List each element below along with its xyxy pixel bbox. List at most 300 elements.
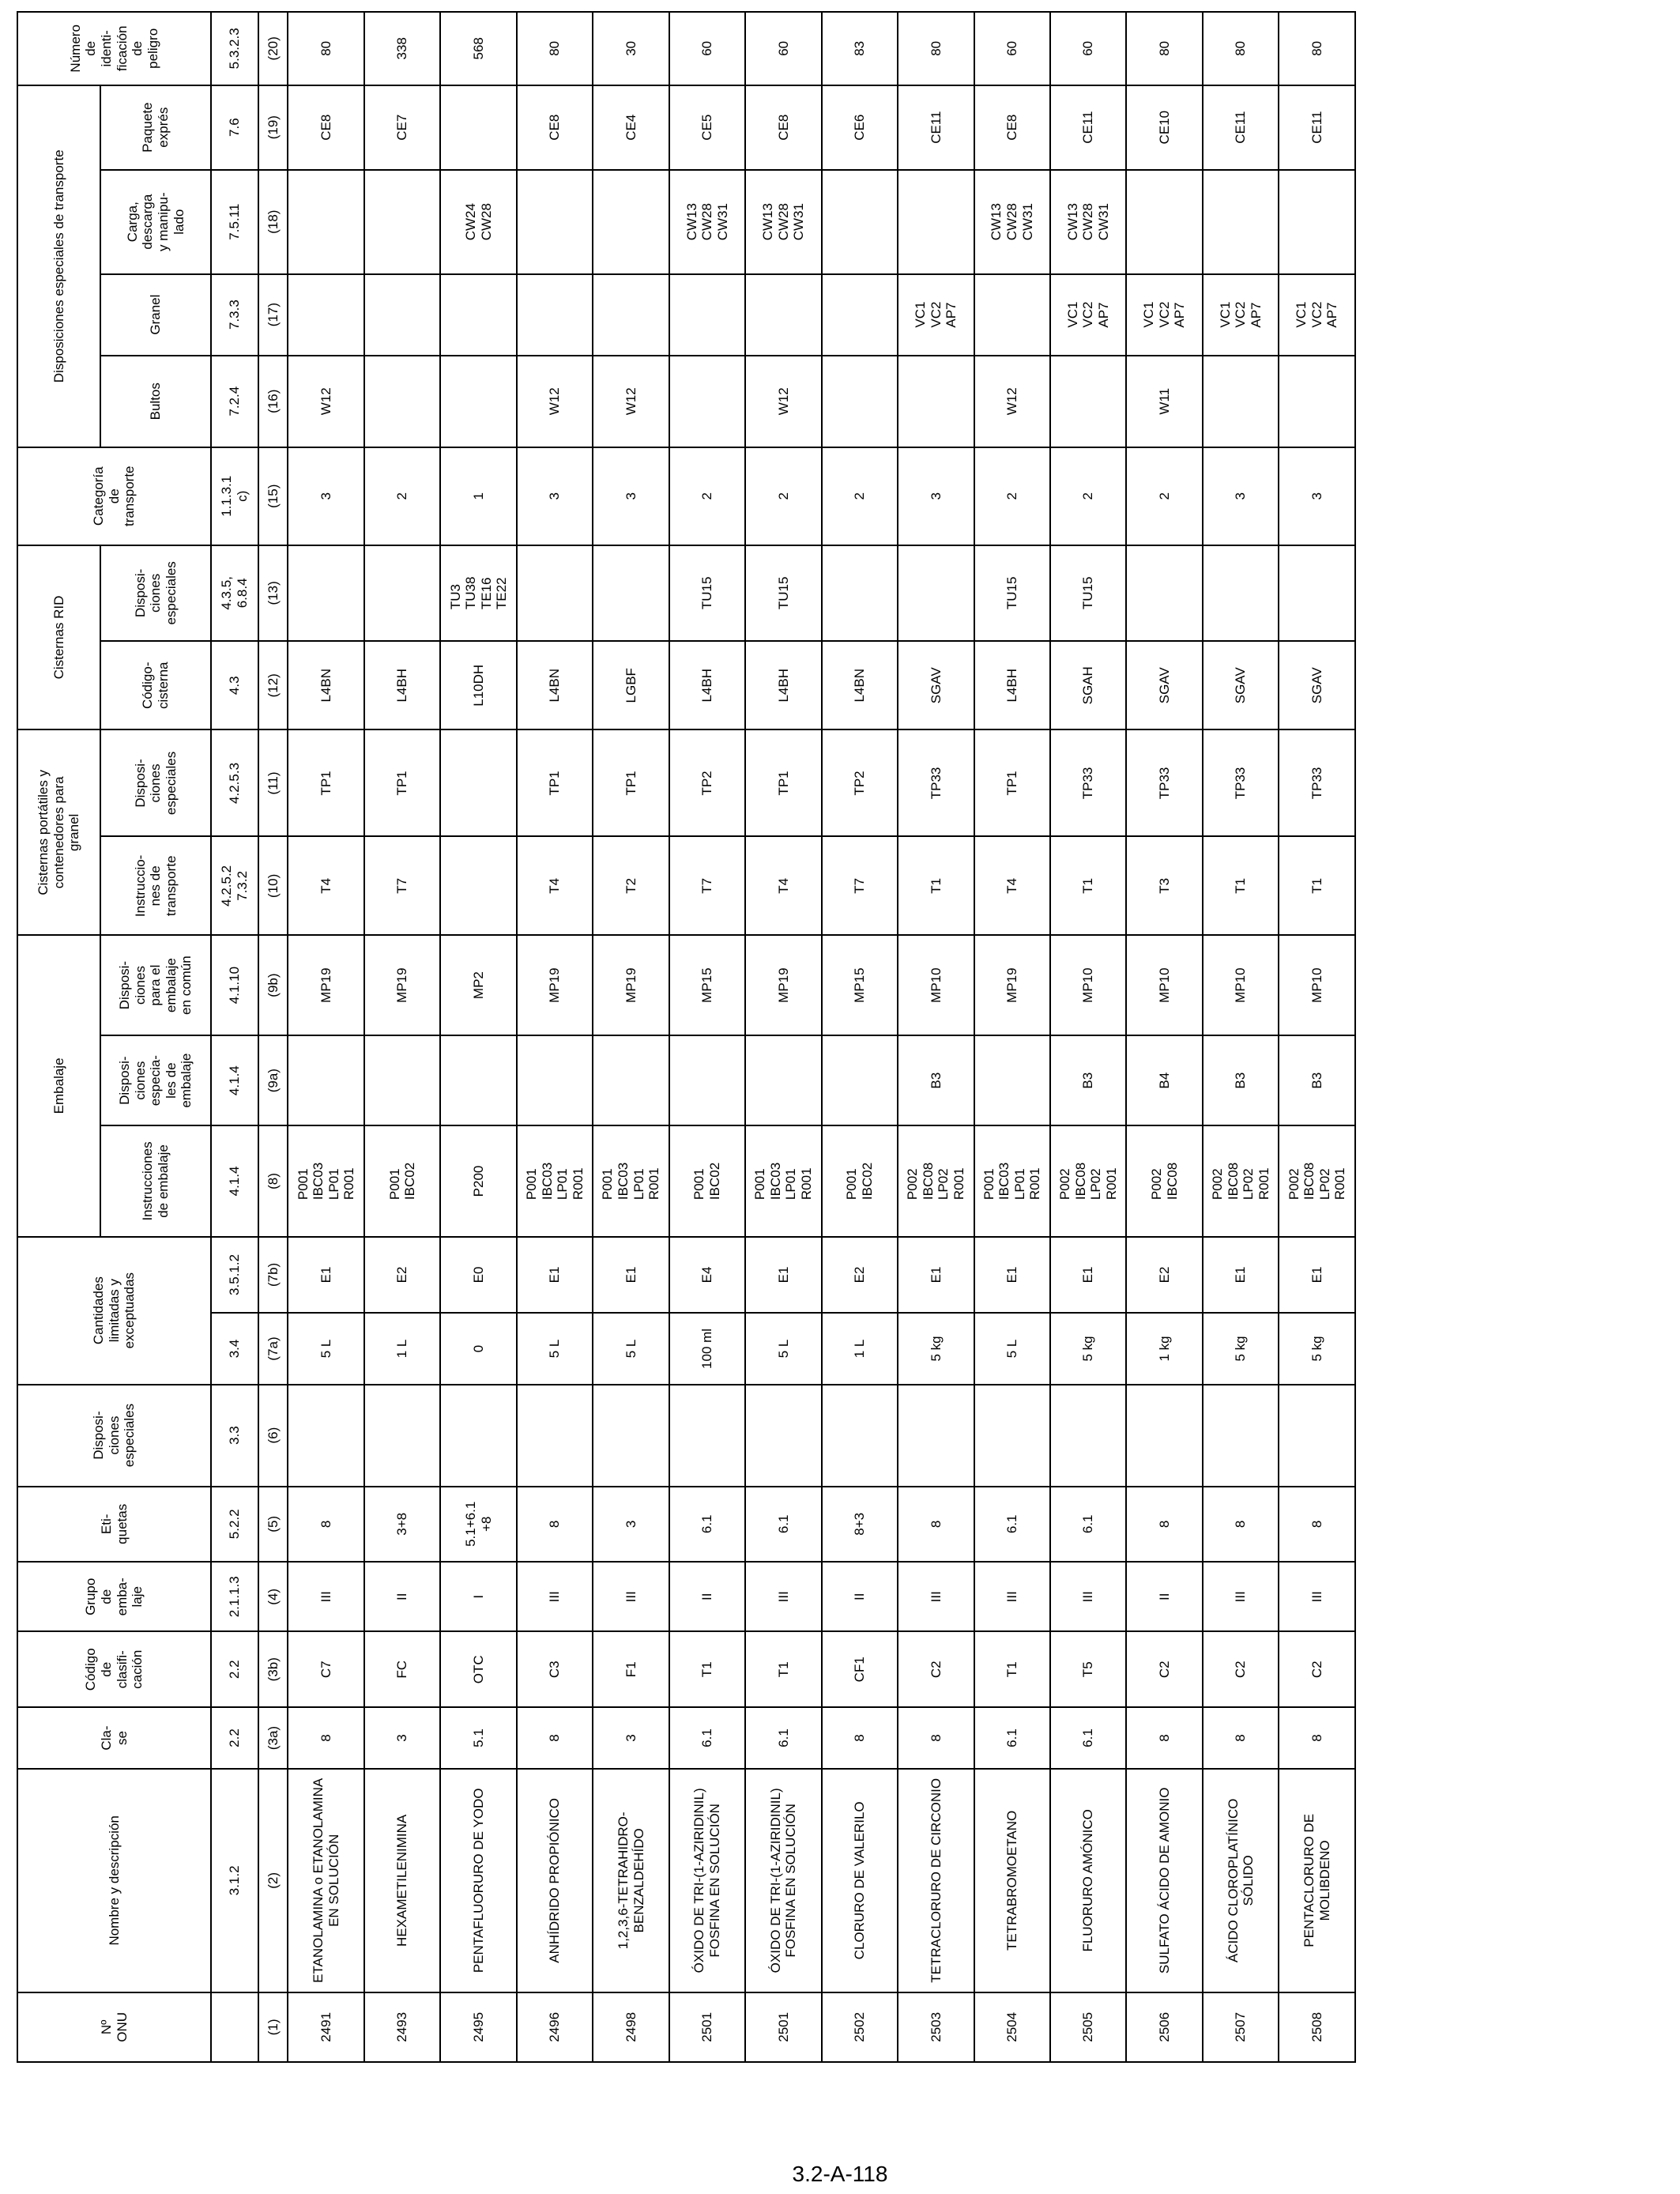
express-parcel-cell: CE6 <box>822 85 898 170</box>
labels-cell: 6.1 <box>1050 1487 1126 1563</box>
un-number-cell: 2508 <box>1279 1992 1355 2062</box>
hazard-id-number-cell: 83 <box>822 12 898 85</box>
classification-code-cell: C2 <box>898 1631 974 1707</box>
header-un-no: Nº ONU <box>17 1992 211 2062</box>
transport-category-cell: 1 <box>440 447 516 545</box>
labels-cell: 6.1 <box>669 1487 745 1563</box>
hazard-id-number-cell: 60 <box>669 12 745 85</box>
express-parcel-cell: CE4 <box>593 85 669 170</box>
header-portable-tanks: Cisternas portátiles y contenedores para granel <box>17 729 100 935</box>
table-row <box>288 12 363 2062</box>
special-packing-provisions-cell <box>364 1035 440 1125</box>
hazard-id-number-cell: 80 <box>1279 12 1355 85</box>
mixed-packing-provisions-cell: MP19 <box>593 935 669 1035</box>
limited-quantity-cell: 5 kg <box>898 1313 974 1384</box>
special-provisions-cell <box>822 1385 898 1487</box>
classification-code-cell: C3 <box>517 1631 593 1707</box>
special-provisions-cell <box>1126 1385 1202 1487</box>
class-cell: 6.1 <box>745 1707 821 1769</box>
header-rid-tanks: Cisternas RID <box>17 545 100 730</box>
transport-category-cell: 2 <box>974 447 1050 545</box>
table-row <box>745 12 821 2062</box>
header-tank-instructions: Instruccio- nes de transporte <box>100 837 211 936</box>
column-number-cell: (3a) <box>258 1707 288 1769</box>
reference-cell: 3.4 <box>211 1313 258 1384</box>
mixed-packing-provisions-cell: MP10 <box>1126 935 1202 1035</box>
mixed-packing-provisions-cell: MP10 <box>1050 935 1126 1035</box>
classification-code-cell: C2 <box>1279 1631 1355 1707</box>
limited-quantity-cell: 5 L <box>517 1313 593 1384</box>
mixed-packing-provisions-cell: MP19 <box>974 935 1050 1035</box>
packing-instructions-cell: P001 IBC03 LP01 R001 <box>974 1125 1050 1236</box>
class-cell: 3 <box>364 1707 440 1769</box>
rid-special-provisions-cell <box>1279 545 1355 642</box>
limited-quantity-cell: 5 kg <box>1203 1313 1279 1384</box>
reference-cell: 4.2.5.2 7.3.2 <box>211 837 258 936</box>
labels-cell: 3 <box>593 1487 669 1563</box>
hazard-id-number-cell: 80 <box>1126 12 1202 85</box>
packing-group-cell: II <box>669 1562 745 1631</box>
special-packing-provisions-cell <box>440 1035 516 1125</box>
limited-quantity-cell: 5 L <box>288 1313 363 1384</box>
packing-instructions-cell: P001 IBC03 LP01 R001 <box>593 1125 669 1236</box>
packing-group-cell: II <box>822 1562 898 1631</box>
reference-cell: 2.2 <box>211 1707 258 1769</box>
reference-cell: 2.1.1.3 <box>211 1562 258 1631</box>
column-number-cell: (12) <box>258 641 288 729</box>
mixed-packing-provisions-cell: MP19 <box>288 935 363 1035</box>
limited-quantity-cell: 5 L <box>745 1313 821 1384</box>
bulk-provisions-cell: VC1 VC2 AP7 <box>1279 274 1355 356</box>
header-hazard-id: Número de identi- ficación de peligro <box>17 12 211 85</box>
excepted-quantity-cell: E0 <box>440 1237 516 1314</box>
labels-cell: 8 <box>288 1487 363 1563</box>
packing-instructions-cell: P001 IBC02 <box>364 1125 440 1236</box>
special-packing-provisions-cell: B3 <box>898 1035 974 1125</box>
column-number-cell: (9a) <box>258 1035 288 1125</box>
tank-instructions-cell: T3 <box>1126 837 1202 936</box>
class-cell: 6.1 <box>1050 1707 1126 1769</box>
special-packing-provisions-cell <box>822 1035 898 1125</box>
bulk-provisions-cell <box>669 274 745 356</box>
table-row <box>364 12 440 2062</box>
tank-special-provisions-cell: TP33 <box>1279 729 1355 836</box>
transport-category-cell: 2 <box>822 447 898 545</box>
packing-instructions-cell: P200 <box>440 1125 516 1236</box>
rid-special-provisions-cell <box>1126 545 1202 642</box>
hazard-id-number-cell: 80 <box>898 12 974 85</box>
tank-special-provisions-cell: TP1 <box>364 729 440 836</box>
rid-special-provisions-cell: TU15 <box>1050 545 1126 642</box>
labels-cell: 6.1 <box>974 1487 1050 1563</box>
mixed-packing-provisions-cell: MP19 <box>745 935 821 1035</box>
express-parcel-cell: CE7 <box>364 85 440 170</box>
transport-category-cell: 3 <box>1279 447 1355 545</box>
column-number-cell: (1) <box>258 1992 288 2062</box>
packing-instructions-cell: P001 IBC02 <box>669 1125 745 1236</box>
mixed-packing-provisions-cell: MP19 <box>517 935 593 1035</box>
labels-cell: 5.1+6.1 +8 <box>440 1487 516 1563</box>
tank-special-provisions-cell: TP1 <box>593 729 669 836</box>
express-parcel-cell: CE8 <box>974 85 1050 170</box>
class-cell: 8 <box>822 1707 898 1769</box>
classification-code-cell: FC <box>364 1631 440 1707</box>
excepted-quantity-cell: E1 <box>1050 1237 1126 1314</box>
header-packaging: Embalaje <box>17 935 100 1236</box>
tank-code-cell: SGAV <box>1279 641 1355 729</box>
packing-instructions-cell: P001 IBC02 <box>822 1125 898 1236</box>
packing-group-cell: III <box>974 1562 1050 1631</box>
header-classification-code: Código de clasifi- cación <box>17 1631 211 1707</box>
hazard-id-number-cell: 60 <box>974 12 1050 85</box>
class-cell: 8 <box>517 1707 593 1769</box>
limited-quantity-cell: 5 L <box>974 1313 1050 1384</box>
loading-provisions-cell: CW13 CW28 CW31 <box>745 170 821 274</box>
packing-group-cell: III <box>593 1562 669 1631</box>
transport-category-cell: 3 <box>898 447 974 545</box>
express-parcel-cell: CE11 <box>1279 85 1355 170</box>
class-cell: 5.1 <box>440 1707 516 1769</box>
column-number-cell: (15) <box>258 447 288 545</box>
excepted-quantity-cell: E1 <box>288 1237 363 1314</box>
reference-cell: 4.3.5, 6.8.4 <box>211 545 258 642</box>
column-number-cell: (10) <box>258 837 288 936</box>
header-rid-special-provisions: Disposi- ciones especiales <box>100 545 211 642</box>
packages-provisions-cell: W12 <box>517 356 593 447</box>
substance-name-cell: ÓXIDO DE TRI-(1-AZIRIDINIL) FOSFINA EN SOLUCIÓN <box>745 1769 821 1992</box>
loading-provisions-cell: CW24 CW28 <box>440 170 516 274</box>
header-tank-special-provisions: Disposi- ciones especiales <box>100 729 211 836</box>
table-row <box>593 12 669 2062</box>
tank-instructions-cell: T4 <box>288 837 363 936</box>
packages-provisions-cell <box>1203 356 1279 447</box>
labels-cell: 8 <box>898 1487 974 1563</box>
table-row <box>1279 12 1355 2062</box>
column-number-cell: (6) <box>258 1385 288 1487</box>
reference-cell: 4.1.10 <box>211 935 258 1035</box>
excepted-quantity-cell: E1 <box>745 1237 821 1314</box>
reference-cell: 4.1.4 <box>211 1125 258 1236</box>
column-number-cell: (13) <box>258 545 288 642</box>
column-number-cell: (7a) <box>258 1313 288 1384</box>
mixed-packing-provisions-cell: MP15 <box>822 935 898 1035</box>
header-special-packing: Disposi- ciones especia- les de embalaje <box>100 1035 211 1125</box>
substance-name-cell: PENTACLORURO DE MOLIBDENO <box>1279 1769 1355 1992</box>
mixed-packing-provisions-cell: MP2 <box>440 935 516 1035</box>
tank-code-cell: L4BH <box>745 641 821 729</box>
substance-name-cell: CLORURO DE VALERILO <box>822 1769 898 1992</box>
loading-provisions-cell: CW13 CW28 CW31 <box>1050 170 1126 274</box>
column-number-cell: (20) <box>258 12 288 85</box>
special-packing-provisions-cell <box>745 1035 821 1125</box>
mixed-packing-provisions-cell: MP10 <box>1203 935 1279 1035</box>
packing-group-cell: III <box>898 1562 974 1631</box>
rid-special-provisions-cell <box>517 545 593 642</box>
special-provisions-cell <box>669 1385 745 1487</box>
reference-cell: 3.5.1.2 <box>211 1237 258 1314</box>
labels-cell: 6.1 <box>745 1487 821 1563</box>
column-number-cell: (11) <box>258 729 288 836</box>
rid-special-provisions-cell <box>288 545 363 642</box>
hazard-id-number-cell: 30 <box>593 12 669 85</box>
packages-provisions-cell: W12 <box>974 356 1050 447</box>
packing-instructions-cell: P001 IBC03 LP01 R001 <box>517 1125 593 1236</box>
reference-cell: 2.2 <box>211 1631 258 1707</box>
special-packing-provisions-cell: B3 <box>1050 1035 1126 1125</box>
special-packing-provisions-cell: B3 <box>1203 1035 1279 1125</box>
tank-code-cell: L4BH <box>669 641 745 729</box>
tank-special-provisions-cell: TP2 <box>669 729 745 836</box>
special-provisions-cell <box>1050 1385 1126 1487</box>
loading-provisions-cell <box>1203 170 1279 274</box>
packing-instructions-cell: P002 IBC08 LP02 R001 <box>1279 1125 1355 1236</box>
loading-provisions-cell <box>517 170 593 274</box>
un-number-cell: 2498 <box>593 1992 669 2062</box>
packing-instructions-cell: P002 IBC08 <box>1126 1125 1202 1236</box>
class-cell: 3 <box>593 1707 669 1769</box>
un-number-cell: 2507 <box>1203 1992 1279 2062</box>
hazard-id-number-cell: 568 <box>440 12 516 85</box>
header-transport-category: Categoría de transporte <box>17 447 211 545</box>
tank-special-provisions-cell: TP1 <box>517 729 593 836</box>
packages-provisions-cell: W11 <box>1126 356 1202 447</box>
transport-category-cell: 2 <box>1126 447 1202 545</box>
class-cell: 8 <box>288 1707 363 1769</box>
packing-instructions-cell: P001 IBC03 LP01 R001 <box>745 1125 821 1236</box>
classification-code-cell: OTC <box>440 1631 516 1707</box>
tank-special-provisions-cell: TP33 <box>1126 729 1202 836</box>
express-parcel-cell: CE10 <box>1126 85 1202 170</box>
header-express: Paquete exprés <box>100 85 211 170</box>
tank-special-provisions-cell: TP33 <box>1050 729 1126 836</box>
header-class: Cla- se <box>17 1707 211 1769</box>
un-number-cell: 2503 <box>898 1992 974 2062</box>
limited-quantity-cell: 5 L <box>593 1313 669 1384</box>
class-cell: 8 <box>898 1707 974 1769</box>
classification-code-cell: C2 <box>1203 1631 1279 1707</box>
packing-group-cell: III <box>517 1562 593 1631</box>
header-loading: Carga, descarga y manipu- lado <box>100 170 211 274</box>
loading-provisions-cell: CW13 CW28 CW31 <box>974 170 1050 274</box>
classification-code-cell: T1 <box>745 1631 821 1707</box>
tank-special-provisions-cell: TP1 <box>745 729 821 836</box>
labels-cell: 8+3 <box>822 1487 898 1563</box>
class-cell: 8 <box>1203 1707 1279 1769</box>
header-limited-quantities: Cantidades limitadas y exceptuadas <box>17 1237 211 1385</box>
reference-cell: 5.2.2 <box>211 1487 258 1563</box>
labels-cell: 3+8 <box>364 1487 440 1563</box>
substance-name-cell: 1,2,3,6-TETRAHIDRO-BENZALDEHÍDO <box>593 1769 669 1992</box>
un-number-cell: 2502 <box>822 1992 898 2062</box>
transport-category-cell: 3 <box>1203 447 1279 545</box>
column-number-cell: (4) <box>258 1562 288 1631</box>
special-provisions-cell <box>898 1385 974 1487</box>
un-number-cell: 2493 <box>364 1992 440 2062</box>
packing-group-cell: III <box>1203 1562 1279 1631</box>
reference-cell: 5.3.2.3 <box>211 12 258 85</box>
bulk-provisions-cell: VC1 VC2 AP7 <box>1126 274 1202 356</box>
rid-special-provisions-cell <box>822 545 898 642</box>
special-provisions-cell <box>1279 1385 1355 1487</box>
tank-special-provisions-cell: TP33 <box>898 729 974 836</box>
excepted-quantity-cell: E1 <box>517 1237 593 1314</box>
tank-instructions-cell: T1 <box>898 837 974 936</box>
excepted-quantity-cell: E2 <box>1126 1237 1202 1314</box>
hazard-id-number-cell: 80 <box>1203 12 1279 85</box>
classification-code-cell: T1 <box>669 1631 745 1707</box>
rid-special-provisions-cell: TU3 TU38 TE16 TE22 <box>440 545 516 642</box>
table-row <box>822 12 898 2062</box>
packages-provisions-cell <box>1050 356 1126 447</box>
tank-instructions-cell: T7 <box>669 837 745 936</box>
packages-provisions-cell <box>1279 356 1355 447</box>
reference-cell: 4.3 <box>211 641 258 729</box>
substance-name-cell: PENTAFLUORURO DE YODO <box>440 1769 516 1992</box>
limited-quantity-cell: 5 kg <box>1279 1313 1355 1384</box>
substance-name-cell: TETRACLORURO DE CIRCONIO <box>898 1769 974 1992</box>
special-provisions-cell <box>440 1385 516 1487</box>
column-number-cell: (3b) <box>258 1631 288 1707</box>
special-provisions-cell <box>288 1385 363 1487</box>
tank-instructions-cell: T4 <box>974 837 1050 936</box>
header-special-provisions: Disposi- ciones especiales <box>17 1385 211 1487</box>
express-parcel-cell: CE8 <box>745 85 821 170</box>
excepted-quantity-cell: E1 <box>593 1237 669 1314</box>
tank-instructions-cell <box>440 837 516 936</box>
packing-group-cell: III <box>288 1562 363 1631</box>
un-number-cell: 2491 <box>288 1992 363 2062</box>
tank-code-cell: LGBF <box>593 641 669 729</box>
excepted-quantity-cell: E1 <box>1279 1237 1355 1314</box>
classification-code-cell: T1 <box>974 1631 1050 1707</box>
tank-code-cell: SGAV <box>1126 641 1202 729</box>
tank-instructions-cell: T1 <box>1203 837 1279 936</box>
loading-provisions-cell <box>822 170 898 274</box>
reference-cell: 4.2.5.3 <box>211 729 258 836</box>
un-number-cell: 2501 <box>745 1992 821 2062</box>
un-number-cell: 2505 <box>1050 1992 1126 2062</box>
express-parcel-cell: CE11 <box>1050 85 1126 170</box>
tank-special-provisions-cell: TP1 <box>288 729 363 836</box>
special-packing-provisions-cell <box>517 1035 593 1125</box>
substance-name-cell: ANHÍDRIDO PROPIÓNICO <box>517 1769 593 1992</box>
labels-cell: 8 <box>1126 1487 1202 1563</box>
packages-provisions-cell: W12 <box>288 356 363 447</box>
limited-quantity-cell: 1 kg <box>1126 1313 1202 1384</box>
tank-instructions-cell: T4 <box>745 837 821 936</box>
bulk-provisions-cell: VC1 VC2 AP7 <box>1050 274 1126 356</box>
header-name: Nombre y descripción <box>17 1769 211 1992</box>
table-row <box>898 12 974 2062</box>
classification-code-cell: F1 <box>593 1631 669 1707</box>
transport-category-cell: 3 <box>288 447 363 545</box>
express-parcel-cell <box>440 85 516 170</box>
express-parcel-cell: CE8 <box>288 85 363 170</box>
rid-special-provisions-cell: TU15 <box>745 545 821 642</box>
limited-quantity-cell: 5 kg <box>1050 1313 1126 1384</box>
classification-code-cell: CF1 <box>822 1631 898 1707</box>
rid-special-provisions-cell <box>593 545 669 642</box>
header-special-transport: Disposiciones especiales de transporte <box>17 85 100 447</box>
class-cell: 6.1 <box>669 1707 745 1769</box>
bulk-provisions-cell <box>745 274 821 356</box>
special-packing-provisions-cell <box>974 1035 1050 1125</box>
tank-instructions-cell: T2 <box>593 837 669 936</box>
express-parcel-cell: CE8 <box>517 85 593 170</box>
class-cell: 8 <box>1279 1707 1355 1769</box>
tank-code-cell: L4BN <box>288 641 363 729</box>
packing-instructions-cell: P002 IBC08 LP02 R001 <box>1050 1125 1126 1236</box>
table-row <box>1050 12 1126 2062</box>
reference-cell: 7.5.11 <box>211 170 258 274</box>
tank-code-cell: L4BN <box>517 641 593 729</box>
rid-special-provisions-cell <box>1203 545 1279 642</box>
excepted-quantity-cell: E4 <box>669 1237 745 1314</box>
special-provisions-cell <box>974 1385 1050 1487</box>
hazard-id-number-cell: 60 <box>745 12 821 85</box>
excepted-quantity-cell: E2 <box>364 1237 440 1314</box>
packing-group-cell: III <box>1279 1562 1355 1631</box>
dangerous-goods-table <box>17 11 1356 2063</box>
tank-code-cell: SGAV <box>898 641 974 729</box>
packing-instructions-cell: P002 IBC08 LP02 R001 <box>1203 1125 1279 1236</box>
column-number-cell: (7b) <box>258 1237 288 1314</box>
header-labels: Eti- quetas <box>17 1487 211 1563</box>
transport-category-cell: 2 <box>364 447 440 545</box>
tank-special-provisions-cell: TP33 <box>1203 729 1279 836</box>
header-tank-code: Código- cisterna <box>100 641 211 729</box>
express-parcel-cell: CE11 <box>1203 85 1279 170</box>
un-number-cell: 2495 <box>440 1992 516 2062</box>
special-provisions-cell <box>364 1385 440 1487</box>
packages-provisions-cell <box>898 356 974 447</box>
classification-code-cell: T5 <box>1050 1631 1126 1707</box>
packages-provisions-cell <box>822 356 898 447</box>
packages-provisions-cell <box>364 356 440 447</box>
rid-special-provisions-cell <box>898 545 974 642</box>
tank-code-cell: L4BH <box>974 641 1050 729</box>
hazard-id-number-cell: 80 <box>288 12 363 85</box>
packages-provisions-cell: W12 <box>745 356 821 447</box>
loading-provisions-cell: CW13 CW28 CW31 <box>669 170 745 274</box>
limited-quantity-cell: 100 ml <box>669 1313 745 1384</box>
substance-name-cell: FLUORURO AMÓNICO <box>1050 1769 1126 1992</box>
page-number: 3.2-A-118 <box>792 2162 888 2186</box>
un-number-cell: 2496 <box>517 1992 593 2062</box>
un-number-cell: 2506 <box>1126 1992 1202 2062</box>
loading-provisions-cell <box>898 170 974 274</box>
labels-cell: 8 <box>517 1487 593 1563</box>
packages-provisions-cell <box>440 356 516 447</box>
table-row <box>1126 12 1202 2062</box>
un-number-cell: 2501 <box>669 1992 745 2062</box>
bulk-provisions-cell: VC1 VC2 AP7 <box>898 274 974 356</box>
tank-special-provisions-cell: TP2 <box>822 729 898 836</box>
special-packing-provisions-cell: B3 <box>1279 1035 1355 1125</box>
reference-cell: 3.3 <box>211 1385 258 1487</box>
bulk-provisions-cell <box>364 274 440 356</box>
substance-name-cell: SULFATO ÁCIDO DE AMONIO <box>1126 1769 1202 1992</box>
packing-group-cell: III <box>745 1562 821 1631</box>
header-mixed-packing: Disposi- ciones para el embalaje en común <box>100 935 211 1035</box>
bulk-provisions-cell <box>517 274 593 356</box>
tank-instructions-cell: T7 <box>364 837 440 936</box>
tank-code-cell: SGAH <box>1050 641 1126 729</box>
hazard-id-number-cell: 338 <box>364 12 440 85</box>
packing-instructions-cell: P001 IBC03 LP01 R001 <box>288 1125 363 1236</box>
bulk-provisions-cell <box>974 274 1050 356</box>
special-provisions-cell <box>593 1385 669 1487</box>
